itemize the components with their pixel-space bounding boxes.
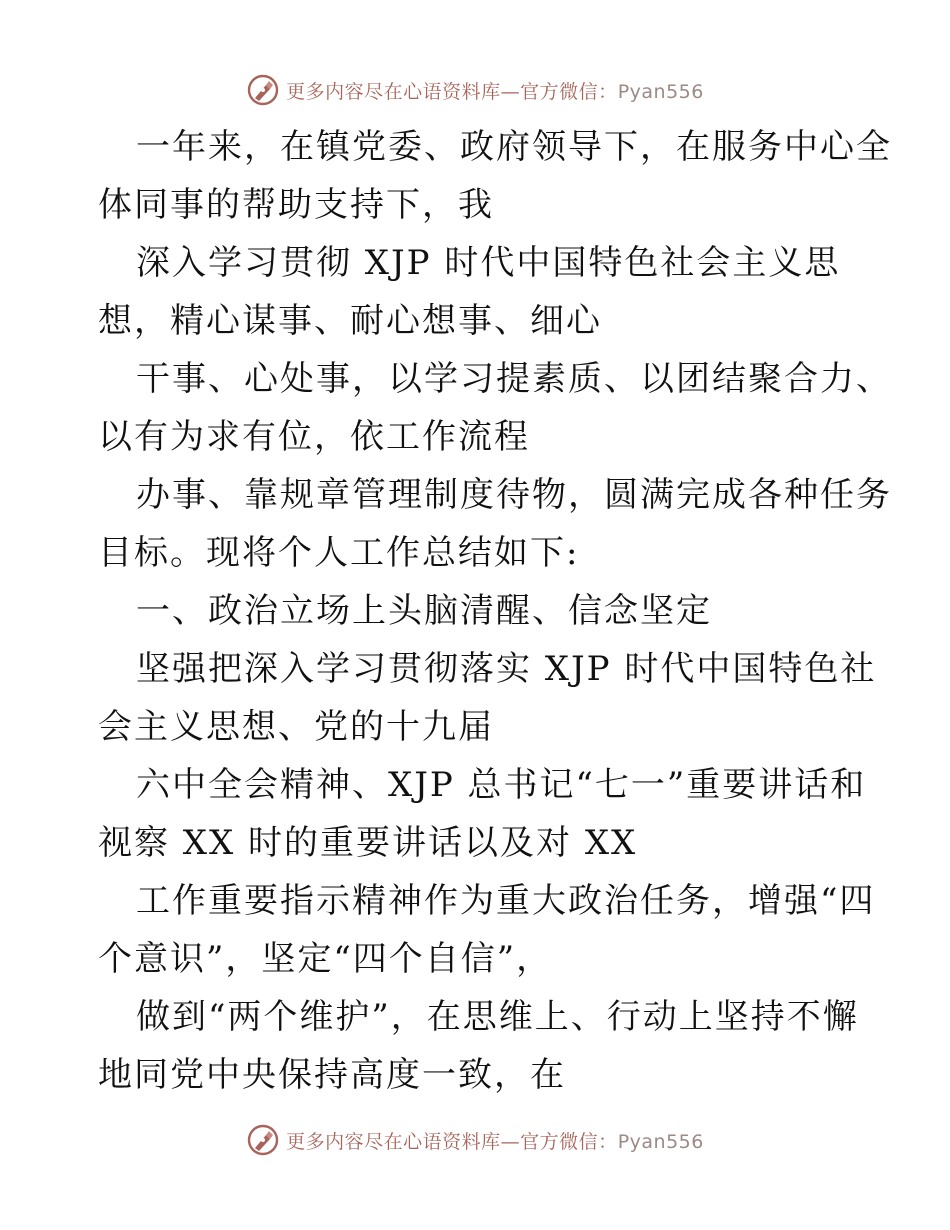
banner-site-text: 更多内容尽在心语资料库	[286, 80, 501, 103]
banner-site-text: 更多内容尽在心语资料库	[286, 1130, 501, 1153]
banner-wechat-id: Pyan556	[617, 80, 704, 103]
banner-dash: —	[500, 1130, 521, 1153]
fountain-pen-logo-icon	[246, 1123, 280, 1157]
paragraph-line: 体同事的帮助支持下，我	[98, 185, 494, 225]
paragraph-line: 干事、心处事，以学习提素质、以团结聚合力、	[136, 359, 892, 399]
paragraph-line: 想，精心谋事、耐心想事、细心	[98, 301, 602, 341]
banner-official-text: 官方微信：	[520, 80, 618, 103]
banner-official-text: 官方微信：	[520, 1130, 618, 1153]
paragraph-line: 个意识”，坚定“四个自信”，	[98, 939, 553, 979]
paragraph-line: 深入学习贯彻 XJP 时代中国特色社会主义思	[136, 243, 841, 283]
document-body	[98, 118, 892, 1104]
paragraph-line: 办事、靠规章管理制度待物，圆满完成各种任务	[136, 475, 892, 515]
section-heading: 一、政治立场上头脑清醒、信念坚定	[136, 591, 712, 631]
paragraph-line: 会主义思想、党的十九届	[98, 707, 494, 747]
header-watermark-banner	[0, 70, 950, 110]
banner-dash: —	[500, 80, 521, 103]
fountain-pen-logo-icon	[246, 73, 280, 107]
paragraph-line: 做到“两个维护”，在思维上、行动上坚持不懈	[136, 997, 859, 1037]
banner-text	[286, 1127, 704, 1154]
banner-wechat-id: Pyan556	[617, 1130, 704, 1153]
paragraph-line: 地同党中央保持高度一致，在	[98, 1055, 566, 1095]
paragraph-line: 工作重要指示精神作为重大政治任务，增强“四	[136, 881, 876, 921]
paragraph-line: 六中全会精神、XJP 总书记“七一”重要讲话和	[136, 765, 867, 805]
paragraph-line: 一年来，在镇党委、政府领导下，在服务中心全	[136, 127, 892, 167]
banner-text	[286, 77, 704, 104]
paragraph-line: 视察 XX 时的重要讲话以及对 XX	[98, 823, 638, 863]
paragraph-line: 坚强把深入学习贯彻落实 XJP 时代中国特色社	[136, 649, 877, 689]
paragraph-line: 以有为求有位，依工作流程	[98, 417, 530, 457]
footer-watermark-banner	[0, 1120, 950, 1160]
paragraph-line: 目标。现将个人工作总结如下:	[98, 533, 580, 573]
